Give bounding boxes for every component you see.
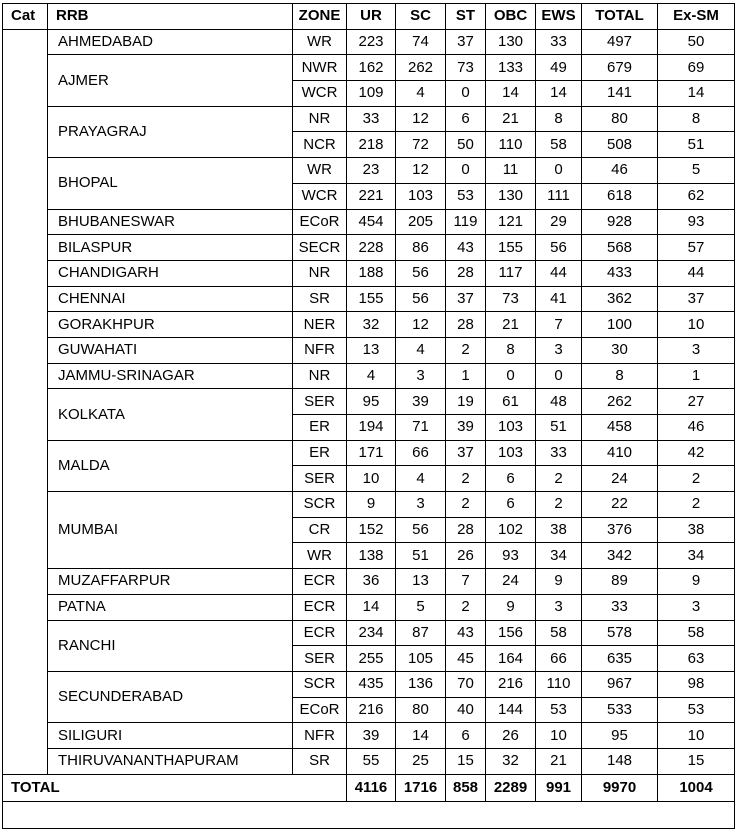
sc-cell: 4	[396, 466, 446, 492]
obc-cell: 32	[486, 748, 536, 774]
ur-cell: 10	[347, 466, 396, 492]
st-cell: 45	[446, 646, 486, 672]
ews-cell: 56	[536, 235, 582, 261]
ur-cell: 14	[347, 594, 396, 620]
total-cell: 33	[582, 594, 658, 620]
ews-cell: 21	[536, 748, 582, 774]
ur-cell: 194	[347, 415, 396, 441]
total-cell: 100	[582, 312, 658, 338]
ews-cell: 0	[536, 363, 582, 389]
exsm-cell: 63	[658, 646, 735, 672]
sc-cell: 25	[396, 748, 446, 774]
obc-cell: 155	[486, 235, 536, 261]
zone-cell: NER	[293, 312, 347, 338]
exsm-cell: 10	[658, 312, 735, 338]
st-cell: 28	[446, 312, 486, 338]
zone-cell: CR	[293, 517, 347, 543]
rrb-cell: SECUNDERABAD	[48, 671, 293, 722]
rrb-cell: GUWAHATI	[48, 337, 293, 363]
exsm-cell: 37	[658, 286, 735, 312]
zone-cell: WR	[293, 158, 347, 184]
exsm-cell: 58	[658, 620, 735, 646]
total-cell: 568	[582, 235, 658, 261]
zone-cell: ER	[293, 440, 347, 466]
ur-cell: 162	[347, 55, 396, 81]
sc-cell: 51	[396, 543, 446, 569]
header-st: ST	[446, 4, 486, 30]
header-zone: ZONE	[293, 4, 347, 30]
ur-cell: 138	[347, 543, 396, 569]
obc-cell: 117	[486, 260, 536, 286]
ur-cell: 9	[347, 492, 396, 518]
st-cell: 37	[446, 29, 486, 55]
total-sc: 1716	[396, 774, 446, 801]
obc-cell: 216	[486, 671, 536, 697]
header-exsm: Ex-SM	[658, 4, 735, 30]
ur-cell: 39	[347, 723, 396, 749]
rrb-cell: SILIGURI	[48, 723, 293, 749]
ews-cell: 3	[536, 594, 582, 620]
total-cell: 262	[582, 389, 658, 415]
ews-cell: 111	[536, 183, 582, 209]
header-ur: UR	[347, 4, 396, 30]
obc-cell: 144	[486, 697, 536, 723]
table-row	[3, 723, 735, 749]
header-row	[3, 4, 735, 30]
obc-cell: 164	[486, 646, 536, 672]
rrb-cell: AJMER	[48, 55, 293, 106]
table-row	[3, 440, 735, 466]
st-cell: 37	[446, 286, 486, 312]
obc-cell: 61	[486, 389, 536, 415]
ur-cell: 454	[347, 209, 396, 235]
ur-cell: 55	[347, 748, 396, 774]
zone-cell: WR	[293, 543, 347, 569]
table-row	[3, 286, 735, 312]
obc-cell: 21	[486, 106, 536, 132]
st-cell: 43	[446, 620, 486, 646]
ews-cell: 33	[536, 440, 582, 466]
zone-cell: NR	[293, 363, 347, 389]
rrb-cell: JAMMU-SRINAGAR	[48, 363, 293, 389]
ur-cell: 36	[347, 569, 396, 595]
header-total: TOTAL	[582, 4, 658, 30]
sc-cell: 56	[396, 517, 446, 543]
table-row	[3, 569, 735, 595]
obc-cell: 103	[486, 415, 536, 441]
table-row	[3, 671, 735, 697]
table-row	[3, 389, 735, 415]
ur-cell: 435	[347, 671, 396, 697]
rrb-cell: MALDA	[48, 440, 293, 491]
header-cat: Cat	[3, 4, 48, 30]
obc-cell: 133	[486, 55, 536, 81]
obc-cell: 102	[486, 517, 536, 543]
exsm-cell: 38	[658, 517, 735, 543]
exsm-cell: 1	[658, 363, 735, 389]
st-cell: 0	[446, 81, 486, 107]
obc-cell: 156	[486, 620, 536, 646]
total-cell: 89	[582, 569, 658, 595]
ews-cell: 7	[536, 312, 582, 338]
zone-cell: ECR	[293, 594, 347, 620]
ews-cell: 10	[536, 723, 582, 749]
zone-cell: SER	[293, 389, 347, 415]
obc-cell: 11	[486, 158, 536, 184]
ews-cell: 48	[536, 389, 582, 415]
ews-cell: 14	[536, 81, 582, 107]
sc-cell: 103	[396, 183, 446, 209]
sc-cell: 12	[396, 106, 446, 132]
table-row	[3, 620, 735, 646]
total-cell: 141	[582, 81, 658, 107]
ews-cell: 66	[536, 646, 582, 672]
exsm-cell: 2	[658, 466, 735, 492]
st-cell: 2	[446, 466, 486, 492]
exsm-cell: 44	[658, 260, 735, 286]
ews-cell: 44	[536, 260, 582, 286]
cat-cell	[3, 29, 48, 774]
ews-cell: 8	[536, 106, 582, 132]
table-row	[3, 106, 735, 132]
total-cell: 30	[582, 337, 658, 363]
ur-cell: 221	[347, 183, 396, 209]
zone-cell: SER	[293, 646, 347, 672]
zone-cell: SR	[293, 748, 347, 774]
sc-cell: 262	[396, 55, 446, 81]
sc-cell: 4	[396, 337, 446, 363]
ews-cell: 51	[536, 415, 582, 441]
total-cell: 22	[582, 492, 658, 518]
exsm-cell: 9	[658, 569, 735, 595]
zone-cell: WCR	[293, 81, 347, 107]
total-cell: 497	[582, 29, 658, 55]
ur-cell: 152	[347, 517, 396, 543]
st-cell: 50	[446, 132, 486, 158]
rrb-cell: MUZAFFARPUR	[48, 569, 293, 595]
sc-cell: 72	[396, 132, 446, 158]
rrb-cell: CHENNAI	[48, 286, 293, 312]
st-cell: 26	[446, 543, 486, 569]
ur-cell: 32	[347, 312, 396, 338]
table-row	[3, 55, 735, 81]
ur-cell: 223	[347, 29, 396, 55]
sc-cell: 80	[396, 697, 446, 723]
obc-cell: 24	[486, 569, 536, 595]
table-row	[3, 337, 735, 363]
sc-cell: 12	[396, 312, 446, 338]
ews-cell: 49	[536, 55, 582, 81]
ur-cell: 188	[347, 260, 396, 286]
sc-cell: 205	[396, 209, 446, 235]
total-cell: 635	[582, 646, 658, 672]
zone-cell: NFR	[293, 337, 347, 363]
ur-cell: 13	[347, 337, 396, 363]
table-row	[3, 235, 735, 261]
sc-cell: 105	[396, 646, 446, 672]
rrb-cell: BILASPUR	[48, 235, 293, 261]
obc-cell: 6	[486, 466, 536, 492]
st-cell: 43	[446, 235, 486, 261]
exsm-cell: 2	[658, 492, 735, 518]
zone-cell: NR	[293, 260, 347, 286]
sc-cell: 86	[396, 235, 446, 261]
exsm-cell: 3	[658, 337, 735, 363]
obc-cell: 121	[486, 209, 536, 235]
zone-cell: NFR	[293, 723, 347, 749]
zone-cell: WR	[293, 29, 347, 55]
rrb-cell: MUMBAI	[48, 492, 293, 569]
exsm-cell: 50	[658, 29, 735, 55]
total-cell: 533	[582, 697, 658, 723]
zone-cell: WCR	[293, 183, 347, 209]
total-cell: 46	[582, 158, 658, 184]
total-cell: 342	[582, 543, 658, 569]
sc-cell: 66	[396, 440, 446, 466]
ur-cell: 228	[347, 235, 396, 261]
total-cell: 967	[582, 671, 658, 697]
total-row	[3, 774, 735, 801]
ews-cell: 41	[536, 286, 582, 312]
zone-cell: SECR	[293, 235, 347, 261]
zone-cell: ECR	[293, 569, 347, 595]
ur-cell: 255	[347, 646, 396, 672]
st-cell: 19	[446, 389, 486, 415]
obc-cell: 73	[486, 286, 536, 312]
total-ews: 991	[536, 774, 582, 801]
ews-cell: 29	[536, 209, 582, 235]
st-cell: 40	[446, 697, 486, 723]
total-cell: 8	[582, 363, 658, 389]
zone-cell: NCR	[293, 132, 347, 158]
exsm-cell: 15	[658, 748, 735, 774]
total-cell: 376	[582, 517, 658, 543]
ur-cell: 109	[347, 81, 396, 107]
total-ur: 4116	[347, 774, 396, 801]
table-row	[3, 158, 735, 184]
ur-cell: 4	[347, 363, 396, 389]
st-cell: 2	[446, 594, 486, 620]
blank-footer-cell	[3, 801, 735, 828]
sc-cell: 56	[396, 260, 446, 286]
total-cell: 80	[582, 106, 658, 132]
total-cell: 95	[582, 723, 658, 749]
st-cell: 0	[446, 158, 486, 184]
st-cell: 7	[446, 569, 486, 595]
total-cell: 433	[582, 260, 658, 286]
obc-cell: 26	[486, 723, 536, 749]
obc-cell: 110	[486, 132, 536, 158]
sc-cell: 14	[396, 723, 446, 749]
total-label: TOTAL	[3, 774, 347, 801]
st-cell: 1	[446, 363, 486, 389]
obc-cell: 9	[486, 594, 536, 620]
exsm-cell: 42	[658, 440, 735, 466]
table-row	[3, 748, 735, 774]
rrb-cell: CHANDIGARH	[48, 260, 293, 286]
rrb-cell: KOLKATA	[48, 389, 293, 440]
st-cell: 70	[446, 671, 486, 697]
obc-cell: 6	[486, 492, 536, 518]
obc-cell: 8	[486, 337, 536, 363]
rrb-cell: THIRUVANANTHAPURAM	[48, 748, 293, 774]
sc-cell: 39	[396, 389, 446, 415]
zone-cell: ECR	[293, 620, 347, 646]
exsm-cell: 93	[658, 209, 735, 235]
st-cell: 73	[446, 55, 486, 81]
zone-cell: SCR	[293, 671, 347, 697]
rrb-cell: BHOPAL	[48, 158, 293, 209]
total-cell: 508	[582, 132, 658, 158]
table-row	[3, 594, 735, 620]
sc-cell: 136	[396, 671, 446, 697]
zone-cell: NR	[293, 106, 347, 132]
rrb-cell: AHMEDABAD	[48, 29, 293, 55]
rrb-cell: PRAYAGRAJ	[48, 106, 293, 157]
ur-cell: 218	[347, 132, 396, 158]
st-cell: 119	[446, 209, 486, 235]
st-cell: 37	[446, 440, 486, 466]
table-row	[3, 363, 735, 389]
table-row	[3, 209, 735, 235]
ews-cell: 2	[536, 466, 582, 492]
total-cell: 928	[582, 209, 658, 235]
st-cell: 28	[446, 517, 486, 543]
total-cell: 679	[582, 55, 658, 81]
table-row	[3, 312, 735, 338]
total-cell: 410	[582, 440, 658, 466]
blank-footer-row	[3, 801, 735, 828]
rrb-cell: BHUBANESWAR	[48, 209, 293, 235]
ews-cell: 38	[536, 517, 582, 543]
rrb-cell: PATNA	[48, 594, 293, 620]
exsm-cell: 69	[658, 55, 735, 81]
obc-cell: 130	[486, 183, 536, 209]
ews-cell: 33	[536, 29, 582, 55]
exsm-cell: 14	[658, 81, 735, 107]
table-row	[3, 260, 735, 286]
ur-cell: 155	[347, 286, 396, 312]
total-cell: 148	[582, 748, 658, 774]
zone-cell: SER	[293, 466, 347, 492]
header-sc: SC	[396, 4, 446, 30]
sc-cell: 74	[396, 29, 446, 55]
obc-cell: 0	[486, 363, 536, 389]
exsm-cell: 57	[658, 235, 735, 261]
zone-cell: ECoR	[293, 209, 347, 235]
obc-cell: 130	[486, 29, 536, 55]
obc-cell: 14	[486, 81, 536, 107]
total-cell: 362	[582, 286, 658, 312]
sc-cell: 4	[396, 81, 446, 107]
ews-cell: 53	[536, 697, 582, 723]
ews-cell: 34	[536, 543, 582, 569]
ews-cell: 110	[536, 671, 582, 697]
total-total: 9970	[582, 774, 658, 801]
exsm-cell: 27	[658, 389, 735, 415]
table-body	[3, 29, 735, 774]
total-cell: 618	[582, 183, 658, 209]
rrb-cell: RANCHI	[48, 620, 293, 671]
st-cell: 39	[446, 415, 486, 441]
st-cell: 6	[446, 723, 486, 749]
obc-cell: 93	[486, 543, 536, 569]
rrb-cell: GORAKHPUR	[48, 312, 293, 338]
obc-cell: 103	[486, 440, 536, 466]
exsm-cell: 5	[658, 158, 735, 184]
table-row	[3, 492, 735, 518]
header-obc: OBC	[486, 4, 536, 30]
exsm-cell: 62	[658, 183, 735, 209]
exsm-cell: 3	[658, 594, 735, 620]
exsm-cell: 10	[658, 723, 735, 749]
st-cell: 6	[446, 106, 486, 132]
total-cell: 578	[582, 620, 658, 646]
total-cell: 24	[582, 466, 658, 492]
sc-cell: 5	[396, 594, 446, 620]
sc-cell: 3	[396, 363, 446, 389]
exsm-cell: 98	[658, 671, 735, 697]
ur-cell: 95	[347, 389, 396, 415]
st-cell: 15	[446, 748, 486, 774]
ur-cell: 216	[347, 697, 396, 723]
exsm-cell: 8	[658, 106, 735, 132]
ews-cell: 2	[536, 492, 582, 518]
ews-cell: 58	[536, 620, 582, 646]
total-exsm: 1004	[658, 774, 735, 801]
header-rrb: RRB	[48, 4, 293, 30]
ews-cell: 9	[536, 569, 582, 595]
exsm-cell: 46	[658, 415, 735, 441]
sc-cell: 56	[396, 286, 446, 312]
st-cell: 2	[446, 492, 486, 518]
exsm-cell: 53	[658, 697, 735, 723]
st-cell: 28	[446, 260, 486, 286]
table-row	[3, 29, 735, 55]
zone-cell: ECoR	[293, 697, 347, 723]
sc-cell: 87	[396, 620, 446, 646]
ur-cell: 171	[347, 440, 396, 466]
ews-cell: 3	[536, 337, 582, 363]
zone-cell: SCR	[293, 492, 347, 518]
ur-cell: 234	[347, 620, 396, 646]
exsm-cell: 34	[658, 543, 735, 569]
total-obc: 2289	[486, 774, 536, 801]
sc-cell: 12	[396, 158, 446, 184]
ur-cell: 23	[347, 158, 396, 184]
exsm-cell: 51	[658, 132, 735, 158]
total-cell: 458	[582, 415, 658, 441]
obc-cell: 21	[486, 312, 536, 338]
ews-cell: 58	[536, 132, 582, 158]
ews-cell: 0	[536, 158, 582, 184]
sc-cell: 13	[396, 569, 446, 595]
sc-cell: 3	[396, 492, 446, 518]
st-cell: 53	[446, 183, 486, 209]
st-cell: 2	[446, 337, 486, 363]
zone-cell: SR	[293, 286, 347, 312]
vacancy-table	[2, 3, 735, 829]
total-st: 858	[446, 774, 486, 801]
zone-cell: ER	[293, 415, 347, 441]
sc-cell: 71	[396, 415, 446, 441]
ur-cell: 33	[347, 106, 396, 132]
header-ews: EWS	[536, 4, 582, 30]
zone-cell: NWR	[293, 55, 347, 81]
